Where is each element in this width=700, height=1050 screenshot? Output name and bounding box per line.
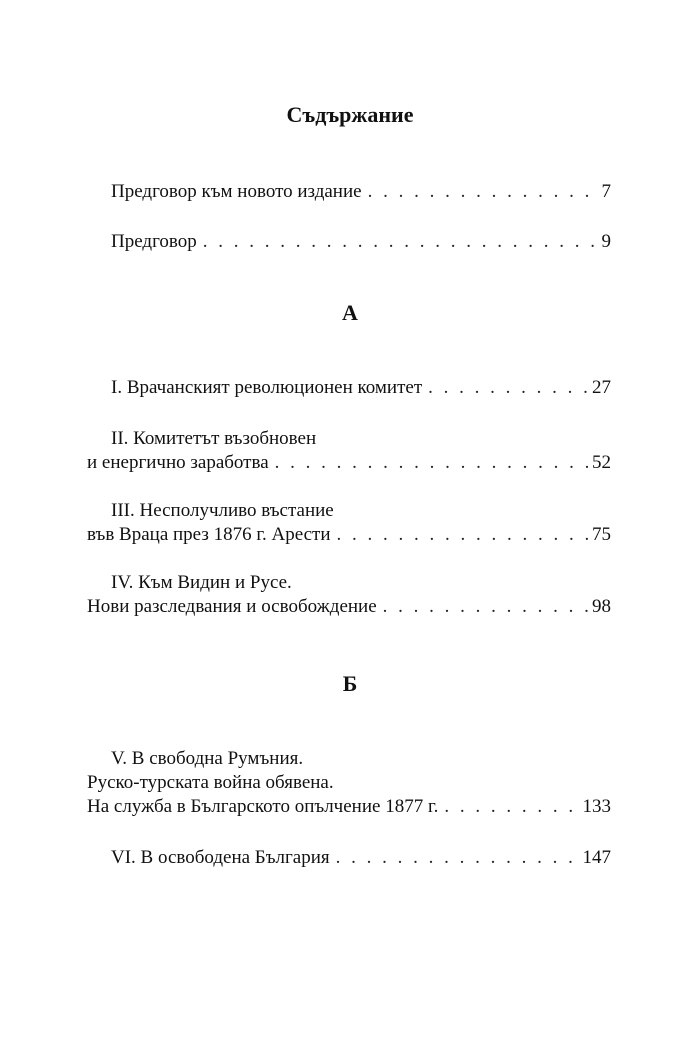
toc-page-number: 7 <box>601 181 611 202</box>
toc-entry-chapter-2 <box>87 427 611 475</box>
toc-leader-dots <box>337 523 588 547</box>
toc-entry-chapter-4 <box>87 571 611 619</box>
toc-entry-preface-new-edition <box>87 180 611 204</box>
toc-page-number: 9 <box>601 231 611 252</box>
toc-title: Съдържание <box>286 102 414 127</box>
toc-page-number: 75 <box>592 524 611 545</box>
toc-entry-text: IV. Към Видин и Русе. <box>111 572 292 593</box>
toc-leader-dots <box>368 180 598 204</box>
toc-entry-text: На служба в Българското опълчение 1877 г. <box>87 796 439 817</box>
toc-page-number: 133 <box>582 796 611 817</box>
toc-entry-chapter-1 <box>87 376 611 400</box>
toc-entry-chapter-6 <box>87 846 611 870</box>
toc-entry-text: III. Несполучливо въстание <box>111 500 334 521</box>
toc-entry-text: V. В свободна Румъния. <box>111 748 304 769</box>
toc-page-number: 27 <box>592 377 611 398</box>
toc-leader-dots <box>203 230 598 254</box>
toc-leader-dots <box>444 795 578 819</box>
toc-page-number: 52 <box>592 452 611 473</box>
toc-page-number: 98 <box>592 596 611 617</box>
toc-leader-dots <box>383 595 588 619</box>
toc-entry-text: Предговор <box>111 231 197 252</box>
toc-entry-text: II. Комитетът възобновен <box>111 428 317 449</box>
toc-entry-preface <box>87 230 611 254</box>
toc-page-number: 147 <box>582 847 611 868</box>
toc-entry-text: Нови разследвания и освобождение <box>87 596 377 617</box>
toc-entry-text: и енергично заработва <box>87 452 269 473</box>
section-letter-b: Б <box>342 671 358 696</box>
toc-entry-text: Руско-турската война обявена. <box>87 772 334 793</box>
toc-entry-text: Предговор към новото издание <box>111 181 362 202</box>
toc-leader-dots <box>428 376 588 400</box>
toc-entry-chapter-3 <box>87 499 611 547</box>
toc-leader-dots <box>275 451 588 475</box>
toc-entry-text: във Враца през 1876 г. Арести <box>87 524 331 545</box>
toc-entry-chapter-5 <box>87 747 611 819</box>
toc-entry-text: I. Врачанският революционен комитет <box>111 377 423 398</box>
toc-leader-dots <box>336 846 579 870</box>
section-letter-a: А <box>342 300 358 325</box>
toc-entry-text: VI. В освободена България <box>111 847 330 868</box>
